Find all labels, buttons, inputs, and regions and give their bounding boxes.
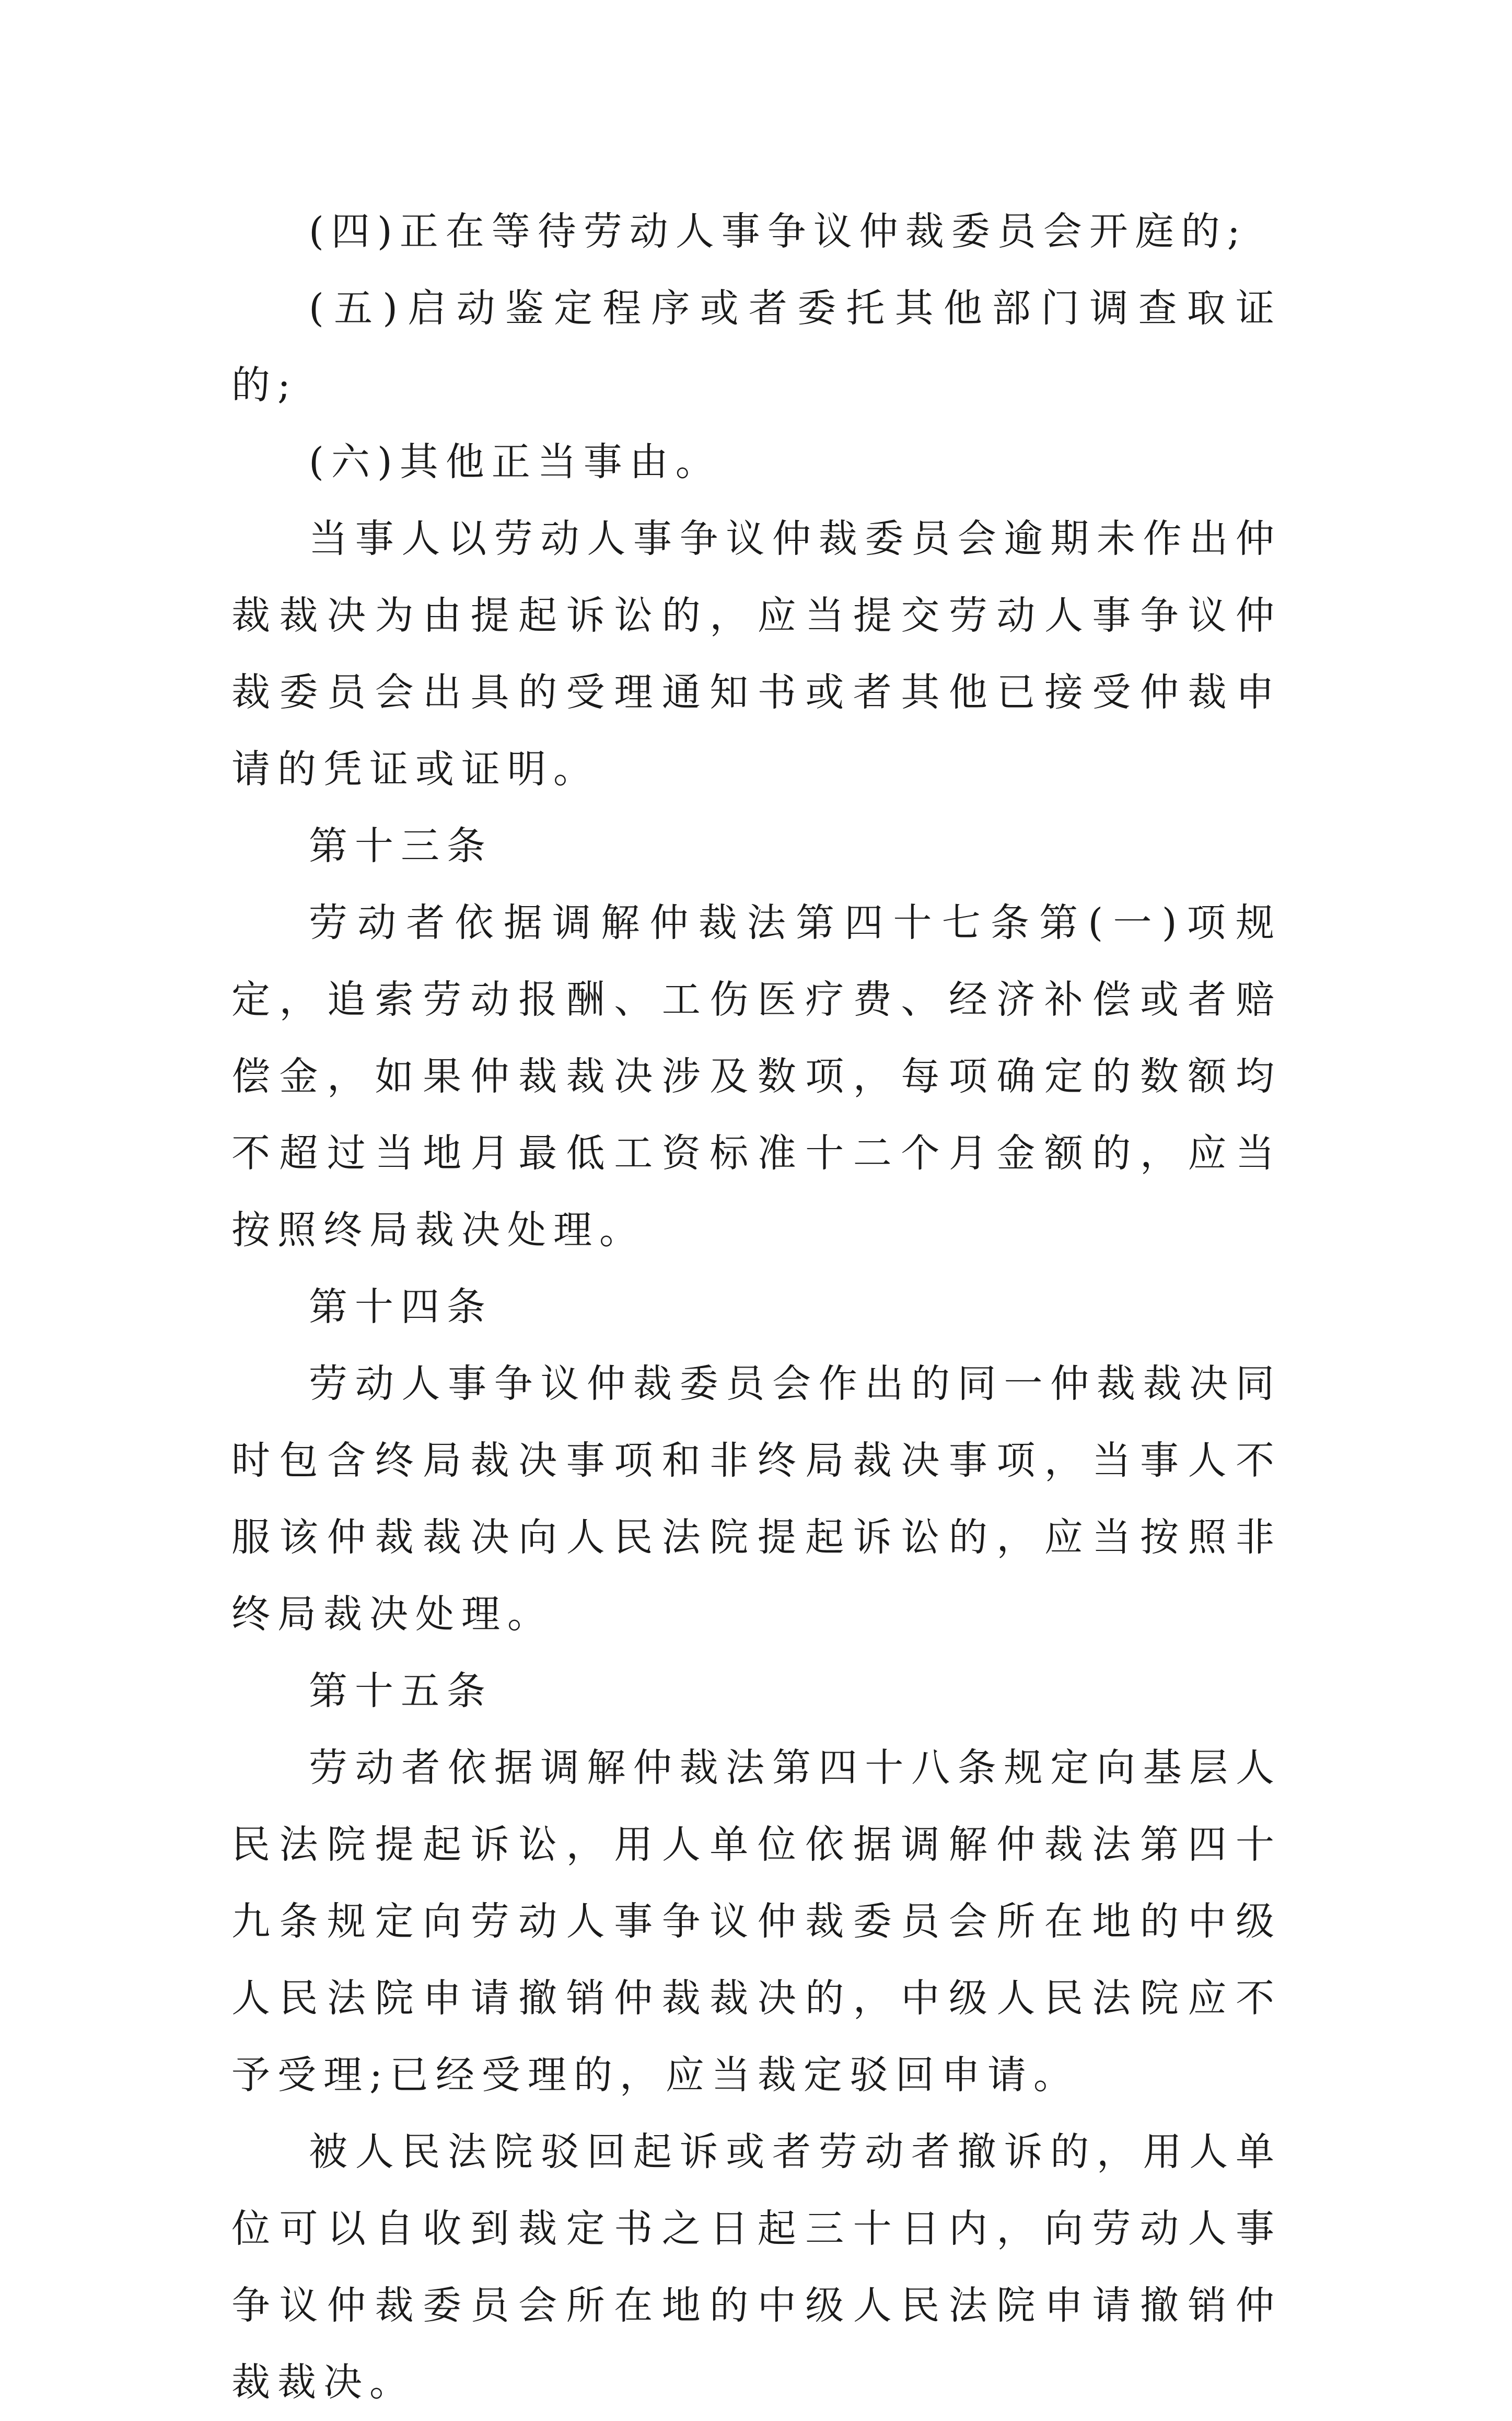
article-heading-14: 第十四条: [309, 1284, 493, 1329]
body-paragraph: 劳动者依据调解仲裁法第四十七条第(一)项规定，追索劳动报酬、工伤医疗费、经济补偿或者赔偿金，如果仲裁裁决涉及数项，每项确定的数额均不超过当地月最低工资标准十二个月金额的，应当按照终局裁决处理。: [231, 900, 1282, 1253]
body-paragraph: 当事人以劳动人事争议仲裁委员会逾期未作出仲裁裁决为由提起诉讼的，应当提交劳动人事争议仲裁委员会出具的受理通知书或者其他已接受仲裁申请的凭证或证明。: [231, 516, 1282, 792]
document-body: [231, 193, 1282, 2421]
list-item-4: (四)正在等待劳动人事争议仲裁委员会开庭的;: [309, 209, 1248, 254]
list-item-5: (五)启动鉴定程序或者委托其他部门调查取证的;: [231, 286, 1282, 408]
article-heading-13: 第十三条: [309, 824, 493, 868]
body-paragraph: 被人民法院驳回起诉或者劳动者撤诉的，用人单位可以自收到裁定书之日起三十日内，向劳动人事争议仲裁委员会所在地的中级人民法院申请撤销仲裁裁决。: [231, 2129, 1282, 2405]
article-heading-15: 第十五条: [309, 1669, 493, 1713]
list-item-6: (六)其他正当事由。: [309, 439, 722, 484]
body-paragraph: 劳动人事争议仲裁委员会作出的同一仲裁裁决同时包含终局裁决事项和非终局裁决事项，当事人不服该仲裁裁决向人民法院提起诉讼的，应当按照非终局裁决处理。: [231, 1361, 1282, 1637]
body-paragraph: 劳动者依据调解仲裁法第四十八条规定向基层人民法院提起诉讼，用人单位依据调解仲裁法第四十九条规定向劳动人事争议仲裁委员会所在地的中级人民法院申请撤销仲裁裁决的，中级人民法院应不予受理;已经受理的，应当裁定驳回申请。: [231, 1745, 1282, 2098]
